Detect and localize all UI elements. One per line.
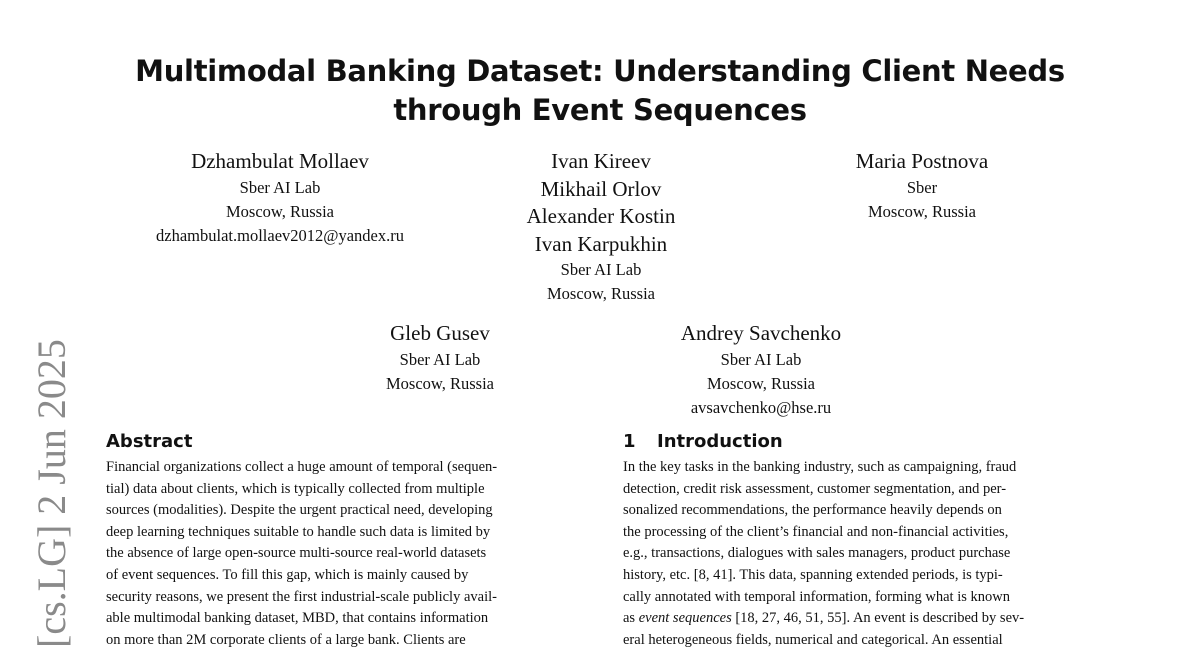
intro-text: as [623,610,636,627]
abstract-line: tial) data about clients, which is typically collected from multiple [106,480,485,497]
intro-line: eral heterogeneous fields, numerical and categorical. An essential [623,631,1003,648]
arxiv-stamp: [cs.LG] 2 Jun 2025 [29,339,74,648]
intro-line: sonalized recommendations, the performance heavily depends on [623,502,1002,519]
title-line-1: Multimodal Banking Dataset: Understanding Client Needs [135,54,1065,88]
author-name: Andrey Savchenko [680,321,842,345]
abstract-line: sources (modalities). Despite the urgent practical need, developing [106,502,493,519]
author-location: Moscow, Russia [867,201,976,221]
author-name: Dzhambulat Mollaev [191,149,369,173]
abstract-line: the absence of large open-source multi-source real-world datasets [106,545,487,562]
author-block-savchenko [681,320,841,420]
author-email[interactable]: avsavchenko@hse.ru [690,397,832,417]
abstract-line: Financial organizations collect a huge amount of temporal (sequen- [106,459,498,475]
author-name: Gleb Gusev [390,321,490,345]
abstract-line: able multimodal banking dataset, MBD, that contains information [106,610,489,627]
author-name: Maria Postnova [855,149,989,173]
author-block-postnova [856,148,988,224]
intro-text: [18, 27, 46, 51, 55]. An event is described by sev- [735,610,1025,627]
author-name: Mikhail Orlov [540,176,662,201]
abstract-line: deep learning techniques suitable to handle such data is limited by [106,523,491,540]
intro-line: detection, credit risk assessment, customer segmentation, and per- [623,480,1007,497]
author-affiliation: Sber [906,177,938,197]
author-affiliation: Sber AI Lab [720,349,802,369]
author-location: Moscow, Russia [225,201,334,221]
paper-title [0,52,1200,130]
title-line-2: through Event Sequences [393,93,807,127]
abstract-section [106,427,590,651]
intro-line [623,608,1107,630]
introduction-heading [623,427,1107,457]
section-title: Introduction [657,431,783,452]
author-block-kireev-group [527,148,676,306]
abstract-line: security reasons, we present the first industrial-scale publicly avail- [106,588,497,605]
author-affiliation: Sber AI Lab [239,177,321,197]
author-name: Ivan Karpukhin [534,231,668,256]
author-location: Moscow, Russia [706,373,815,393]
intro-line: history, etc. [8, 41]. This data, spanning extended periods, is typi- [623,566,1003,583]
author-location: Moscow, Russia [546,284,655,303]
intro-line: e.g., transactions, dialogues with sales managers, product purchase [623,545,1011,562]
intro-emphasis: event sequences [638,610,732,627]
author-block-gusev [386,320,494,396]
section-number: 1 [623,431,636,452]
author-block-mollaev [156,148,404,248]
author-name: Ivan Kireev [551,149,651,173]
abstract-line: of event sequences. To fill this gap, which is mainly caused by [106,566,469,583]
author-affiliation: Sber AI Lab [560,260,642,279]
intro-line: cally annotated with temporal information, forming what is known [623,588,1010,605]
introduction-section [623,427,1107,651]
author-name: Alexander Kostin [526,204,676,228]
author-email[interactable]: dzhambulat.mollaev2012@yandex.ru [156,225,404,245]
abstract-heading: Abstract [106,431,193,452]
author-location: Moscow, Russia [385,373,495,393]
intro-line: In the key tasks in the banking industry, such as campaigning, fraud [623,459,1017,475]
abstract-line: on more than 2M corporate clients of a large bank. Clients are [106,631,466,648]
author-affiliation: Sber AI Lab [399,349,481,369]
intro-line: the processing of the client’s financial and non-financial activities, [623,523,1009,540]
